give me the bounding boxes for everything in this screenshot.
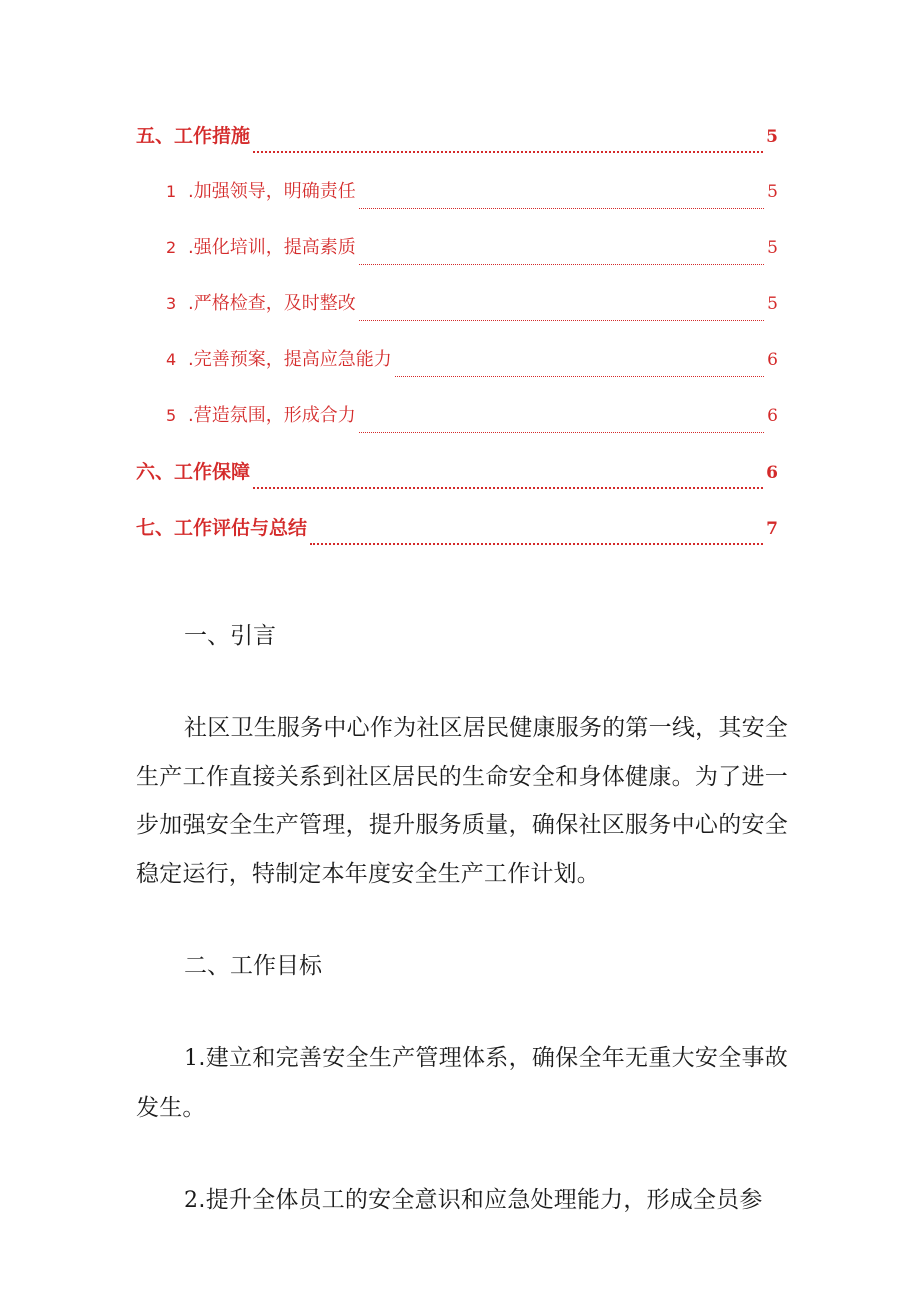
table-of-contents	[136, 118, 778, 566]
goal-number: 2	[184, 1188, 199, 1213]
toc-entry-inspection[interactable]	[136, 286, 778, 342]
toc-entry-work-guarantee[interactable]	[136, 454, 778, 510]
toc-entry-title: 七、工作评估与总结	[136, 517, 308, 539]
toc-entry-page: 5	[767, 238, 778, 258]
toc-entry-page: 7	[766, 519, 778, 539]
toc-entry-title: .严格检查，及时整改	[188, 293, 356, 314]
toc-entry-leadership[interactable]	[136, 174, 778, 230]
toc-entry-evaluation-summary[interactable]	[136, 510, 778, 566]
section-heading-introduction: 一、引言	[184, 623, 276, 649]
toc-entry-page: 6	[767, 350, 778, 370]
section-heading-work-goals: 二、工作目标	[184, 953, 322, 979]
toc-leader-dots	[359, 248, 764, 268]
toc-entry-title: 六、工作保障	[136, 461, 251, 483]
toc-entry-title: .营造氛围，形成合力	[188, 405, 356, 426]
toc-entry-number: 3	[166, 294, 177, 313]
toc-entry-number: 2	[166, 238, 177, 257]
toc-entry-work-measures[interactable]	[136, 118, 778, 174]
toc-entry-title: 五、工作措施	[136, 125, 251, 147]
goal-number: 1	[184, 1046, 199, 1071]
paragraph-introduction: 社区卫生服务中心作为社区居民健康服务的第一线，其安全生产工作直接关系到社区居民的生命安全和身体健康。为了进一步加强安全生产管理，提升服务质量，确保社区服务中心的安全稳定运行，特制定本年度安全生产工作计划。	[136, 715, 788, 887]
toc-entry-page: 6	[766, 463, 778, 483]
goal-text: .建立和完善安全生产管理体系，确保全年无重大安全事故发生。	[136, 1045, 788, 1121]
toc-leader-dots	[359, 416, 764, 436]
toc-entry-page: 6	[767, 406, 778, 426]
toc-entry-page: 5	[766, 127, 778, 147]
toc-entry-page: 5	[767, 182, 778, 202]
goal-text: .提升全体员工的安全意识和应急处理能力，形成全员参	[198, 1187, 763, 1213]
toc-entry-atmosphere[interactable]	[136, 398, 778, 454]
toc-entry-training[interactable]	[136, 230, 778, 286]
toc-entry-title: .强化培训，提高素质	[188, 237, 356, 258]
toc-entry-title: .加强领导，明确责任	[188, 181, 356, 202]
paragraph-goal-2	[136, 1176, 788, 1226]
document-body	[136, 612, 788, 1226]
toc-entry-number: 1	[166, 182, 177, 201]
toc-leader-dots	[253, 136, 763, 156]
toc-entry-title: .完善预案，提高应急能力	[188, 349, 392, 370]
toc-leader-dots	[359, 304, 764, 324]
toc-leader-dots	[359, 192, 764, 212]
toc-entry-emergency-plan[interactable]	[136, 342, 778, 398]
toc-leader-dots	[253, 472, 763, 492]
toc-entry-number: 5	[166, 406, 177, 425]
toc-entry-number: 4	[166, 350, 177, 369]
paragraph-goal-1	[136, 1034, 788, 1132]
toc-leader-dots	[310, 528, 763, 548]
toc-entry-page: 5	[767, 294, 778, 314]
toc-leader-dots	[395, 360, 764, 380]
